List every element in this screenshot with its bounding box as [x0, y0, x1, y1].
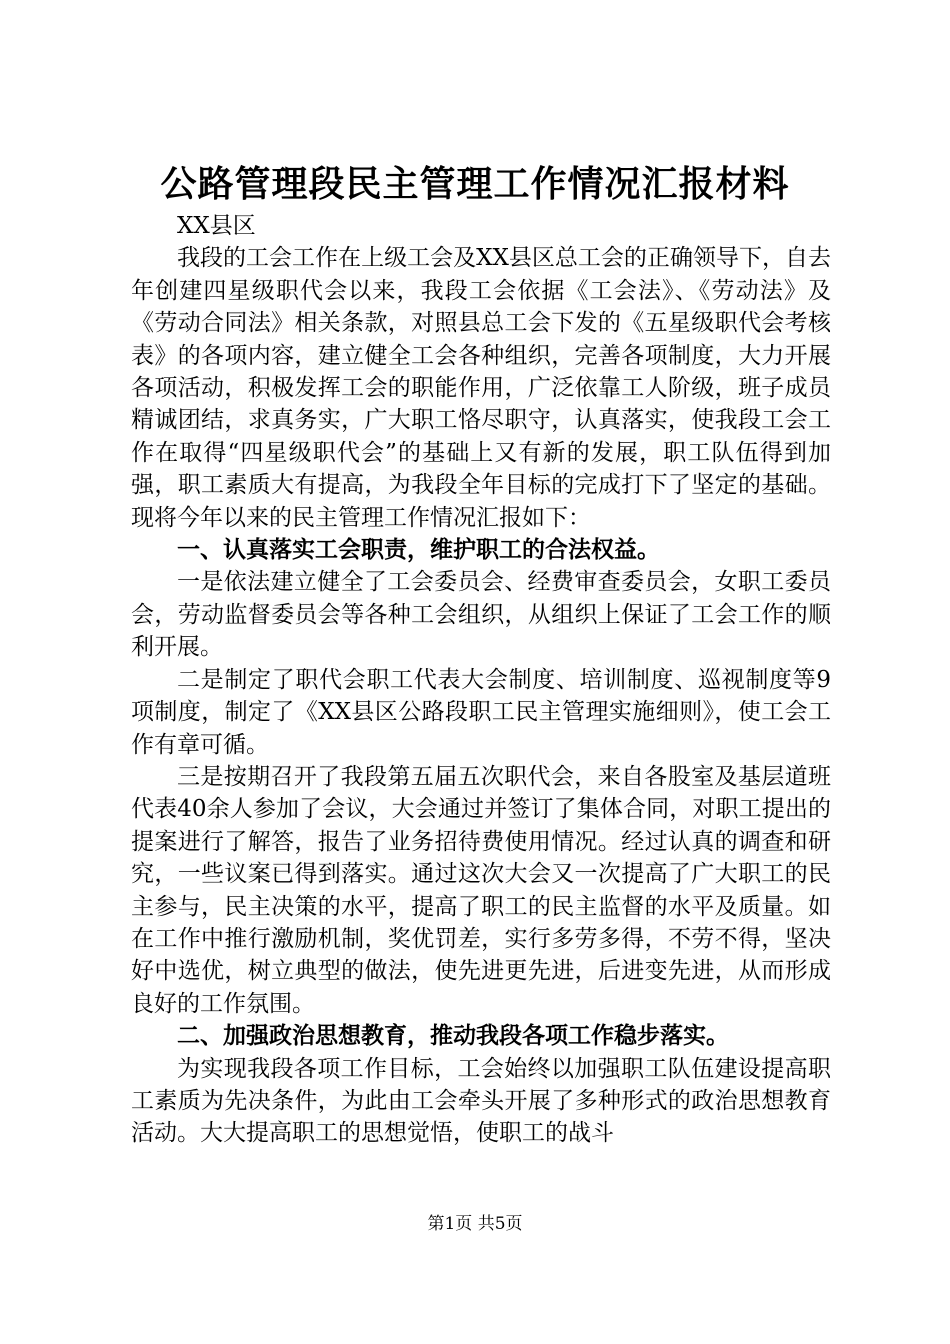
intro-paragraph: 我段的工会工作在上级工会及XX县区总工会的正确领导下，自去年创建四星级职代会以来，我段工会依据《工会法》、《劳动法》及《劳动合同法》相关条款，对照县总工会下发的《五星级职代会考核表》的各项内容，建立健全工会各种组织，完善各项制度，大力开展各项活动，积极发挥工会的职能作用，广泛依靠工人阶级，班子成员精诚团结，求真务实，广大职工恪尽职守，认真落实，使我段工会工作在取得“四星级职代会”的基础上又有新的发展，职工队伍得到加强，职工素质大有提高，为我段全年目标的完成打下了坚定的基础。现将今年以来的民主管理工作情况汇报如下： [131, 245, 831, 531]
body-paragraph: 三是按期召开了我段第五届五次职代会，来自各股室及基层道班代表40余人参加了会议，大会通过并签订了集体合同，对职工提出的提案进行了解答，报告了业务招待费使用情况。经过认真的调查和研究，一些议案已得到落实。通过这次大会又一次提高了广大职工的民主参与，民主决策的水平，提高了职工的民主监督的水平及质量。如在工作中推行激励机制，奖优罚差，实行多劳多得，不劳不得，坚决好中选优，树立典型的做法，使先进更先进，后进变先进，从而形成良好的工作氛围。 [131, 763, 831, 1017]
body-paragraph: 一是依法建立健全了工会委员会、经费审查委员会，女职工委员会，劳动监督委员会等各种工会组织，从组织上保证了工会工作的顺利开展。 [131, 569, 831, 661]
section-heading-2: 二、加强政治思想教育，推动我段各项工作稳步落实。 [177, 1022, 729, 1050]
document-body [131, 210, 831, 1150]
location-line: XX县区 [177, 213, 256, 239]
document-title: 公路管理段民主管理工作情况汇报材料 [160, 163, 790, 205]
body-paragraph: 为实现我段各项工作目标，工会始终以加强职工队伍建设提高职工素质为先决条件，为此由工会牵头开展了多种形式的政治思想教育活动。大大提高职工的思想觉悟，使职工的战斗 [131, 1055, 831, 1147]
section-heading-1: 一、认真落实工会职责，维护职工的合法权益。 [177, 536, 660, 564]
page-footer: 第1页 共5页 [427, 1214, 523, 1234]
body-paragraph: 二是制定了职代会职工代表大会制度、培训制度、巡视制度等9项制度，制定了《XX县区公路段职工民主管理实施细则》，使工会工作有章可循。 [131, 666, 831, 758]
